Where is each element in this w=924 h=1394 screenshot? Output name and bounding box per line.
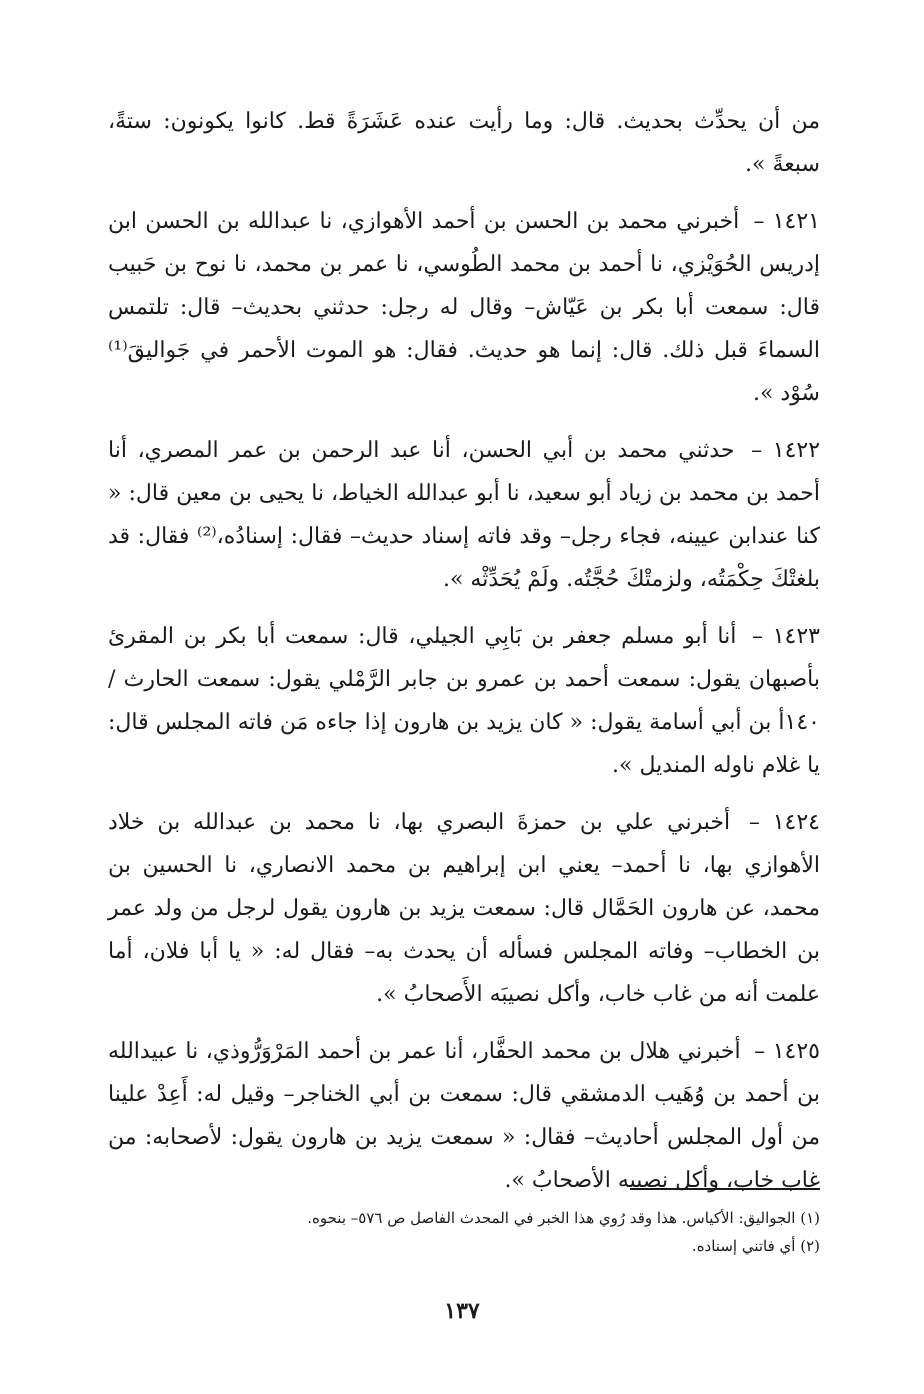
paragraph-number: ١٤٢٥ – [754,1039,820,1064]
page-body [108,100,820,1216]
paragraph-text: من أن يحدِّث بحديث. قال: وما رأيت عنده عَشَرَةً قط. كانوا يكونون: ستةً، سبعةً ». [108,109,820,177]
footnote-divider [630,1188,820,1190]
footnote-2: (٢) أي فاتني إسناده. [691,1237,820,1255]
paragraph-number: ١٤٢٣ – [752,624,820,649]
paragraph-1424 [108,801,820,1016]
paragraph-text: أخبرني محمد بن الحسن بن أحمد الأهوازي، نا عبدالله بن الحسن ابن إدريس الحُوَيْزي، نا أحمد بن محمد الطُوسي، نا عمر بن محمد، نا نوح بن حَبيب قال: سمعت أبا بكر بن عَيّاش– وقال له رجل: حدثني بحديث– قال: تلتمس السماءَ قبل ذلك. قال: إنما هو حديث. فقال: هو الموت الأحمر في جَواليقَ⁽¹⁾ سُوْد ». [108,209,820,406]
paragraph-text: أخبرني هلال بن محمد الحفَّار، أنا عمر بن أحمد المَرْوَرُّوذي، نا عبيدالله بن أحمد بن وُهَيب الدمشقي قال: سمعت بن أبي الخناجر– وقيل له: أَعِدْ علينا من أول المجلس أحاديث– فقال: « سمعت يزيد بن هارون يقول: لأصحابه: من غاب خاب، وأكل نصيبه الأصحابُ ». [108,1039,820,1193]
paragraph-number: ١٤٢٤ – [748,810,820,835]
paragraph-1422 [108,429,820,601]
paragraph-1423 [108,615,820,787]
paragraph-number: ١٤٢١ – [753,209,820,234]
paragraph-1421 [108,200,820,415]
paragraph-text: أنا أبو مسلم جعفر بن بَابِي الجيلي، قال: سمعت أبا بكر بن المقرئ بأصبهان يقول: سمعت أحمد بن عمرو بن جابر الرَّمْلي يقول: سمعت الحارث /١٤٠أ بن أبي أسامة يقول: « كان يزيد بن هارون إذا جاءه مَن فاته المجلس قال: يا غلام ناوله المنديل ». [108,624,820,778]
footnotes-section [108,1188,820,1260]
paragraph-text: أخبرني علي بن حمزةَ البصري بها، نا محمد بن عبدالله بن خلاد الأهوازي بها، نا أحمد– يعني ابن إبراهيم بن محمد الانصاري، نا الحسين بن محمد، عن هارون الحَمَّال قال: سمعت يزيد بن هارون يقول لرجل من ولد عمر بن الخطاب– وفاته المجلس فسأله أن يحدث به– فقال له: « يا أبا فلان، أما علمت أنه من غاب خاب، وأكل نصيبَه الأَصحابُ ». [108,810,820,1007]
paragraph-continuation [108,100,820,186]
paragraph-text: حدثني محمد بن أبي الحسن، أنا عبد الرحمن بن عمر المصري، أنا أحمد بن محمد بن زياد أبو سعيد، نا أبو عبدالله الخياط، نا يحيى بن معين قال: « كنا عندابن عيينه، فجاء رجل– وقد فاته إسناد حديث– فقال: إسنادُه،⁽²⁾ فقال: قد بلغتْكَ حِكْمَتُه، ولزمتْكَ حُجَّتُه. ولَمْ يُحَدِّثْه ». [108,438,820,592]
paragraph-number: ١٤٢٢ – [751,438,821,463]
paragraph-1425 [108,1030,820,1202]
footnote-1: (١) الجواليق: الأكياس. هذا وقد رُوي هذا الخبر في المحدث الفاصل ص ٥٧٦– بنحوه. [307,1209,820,1227]
page-number: ١٣٧ [444,1298,480,1324]
